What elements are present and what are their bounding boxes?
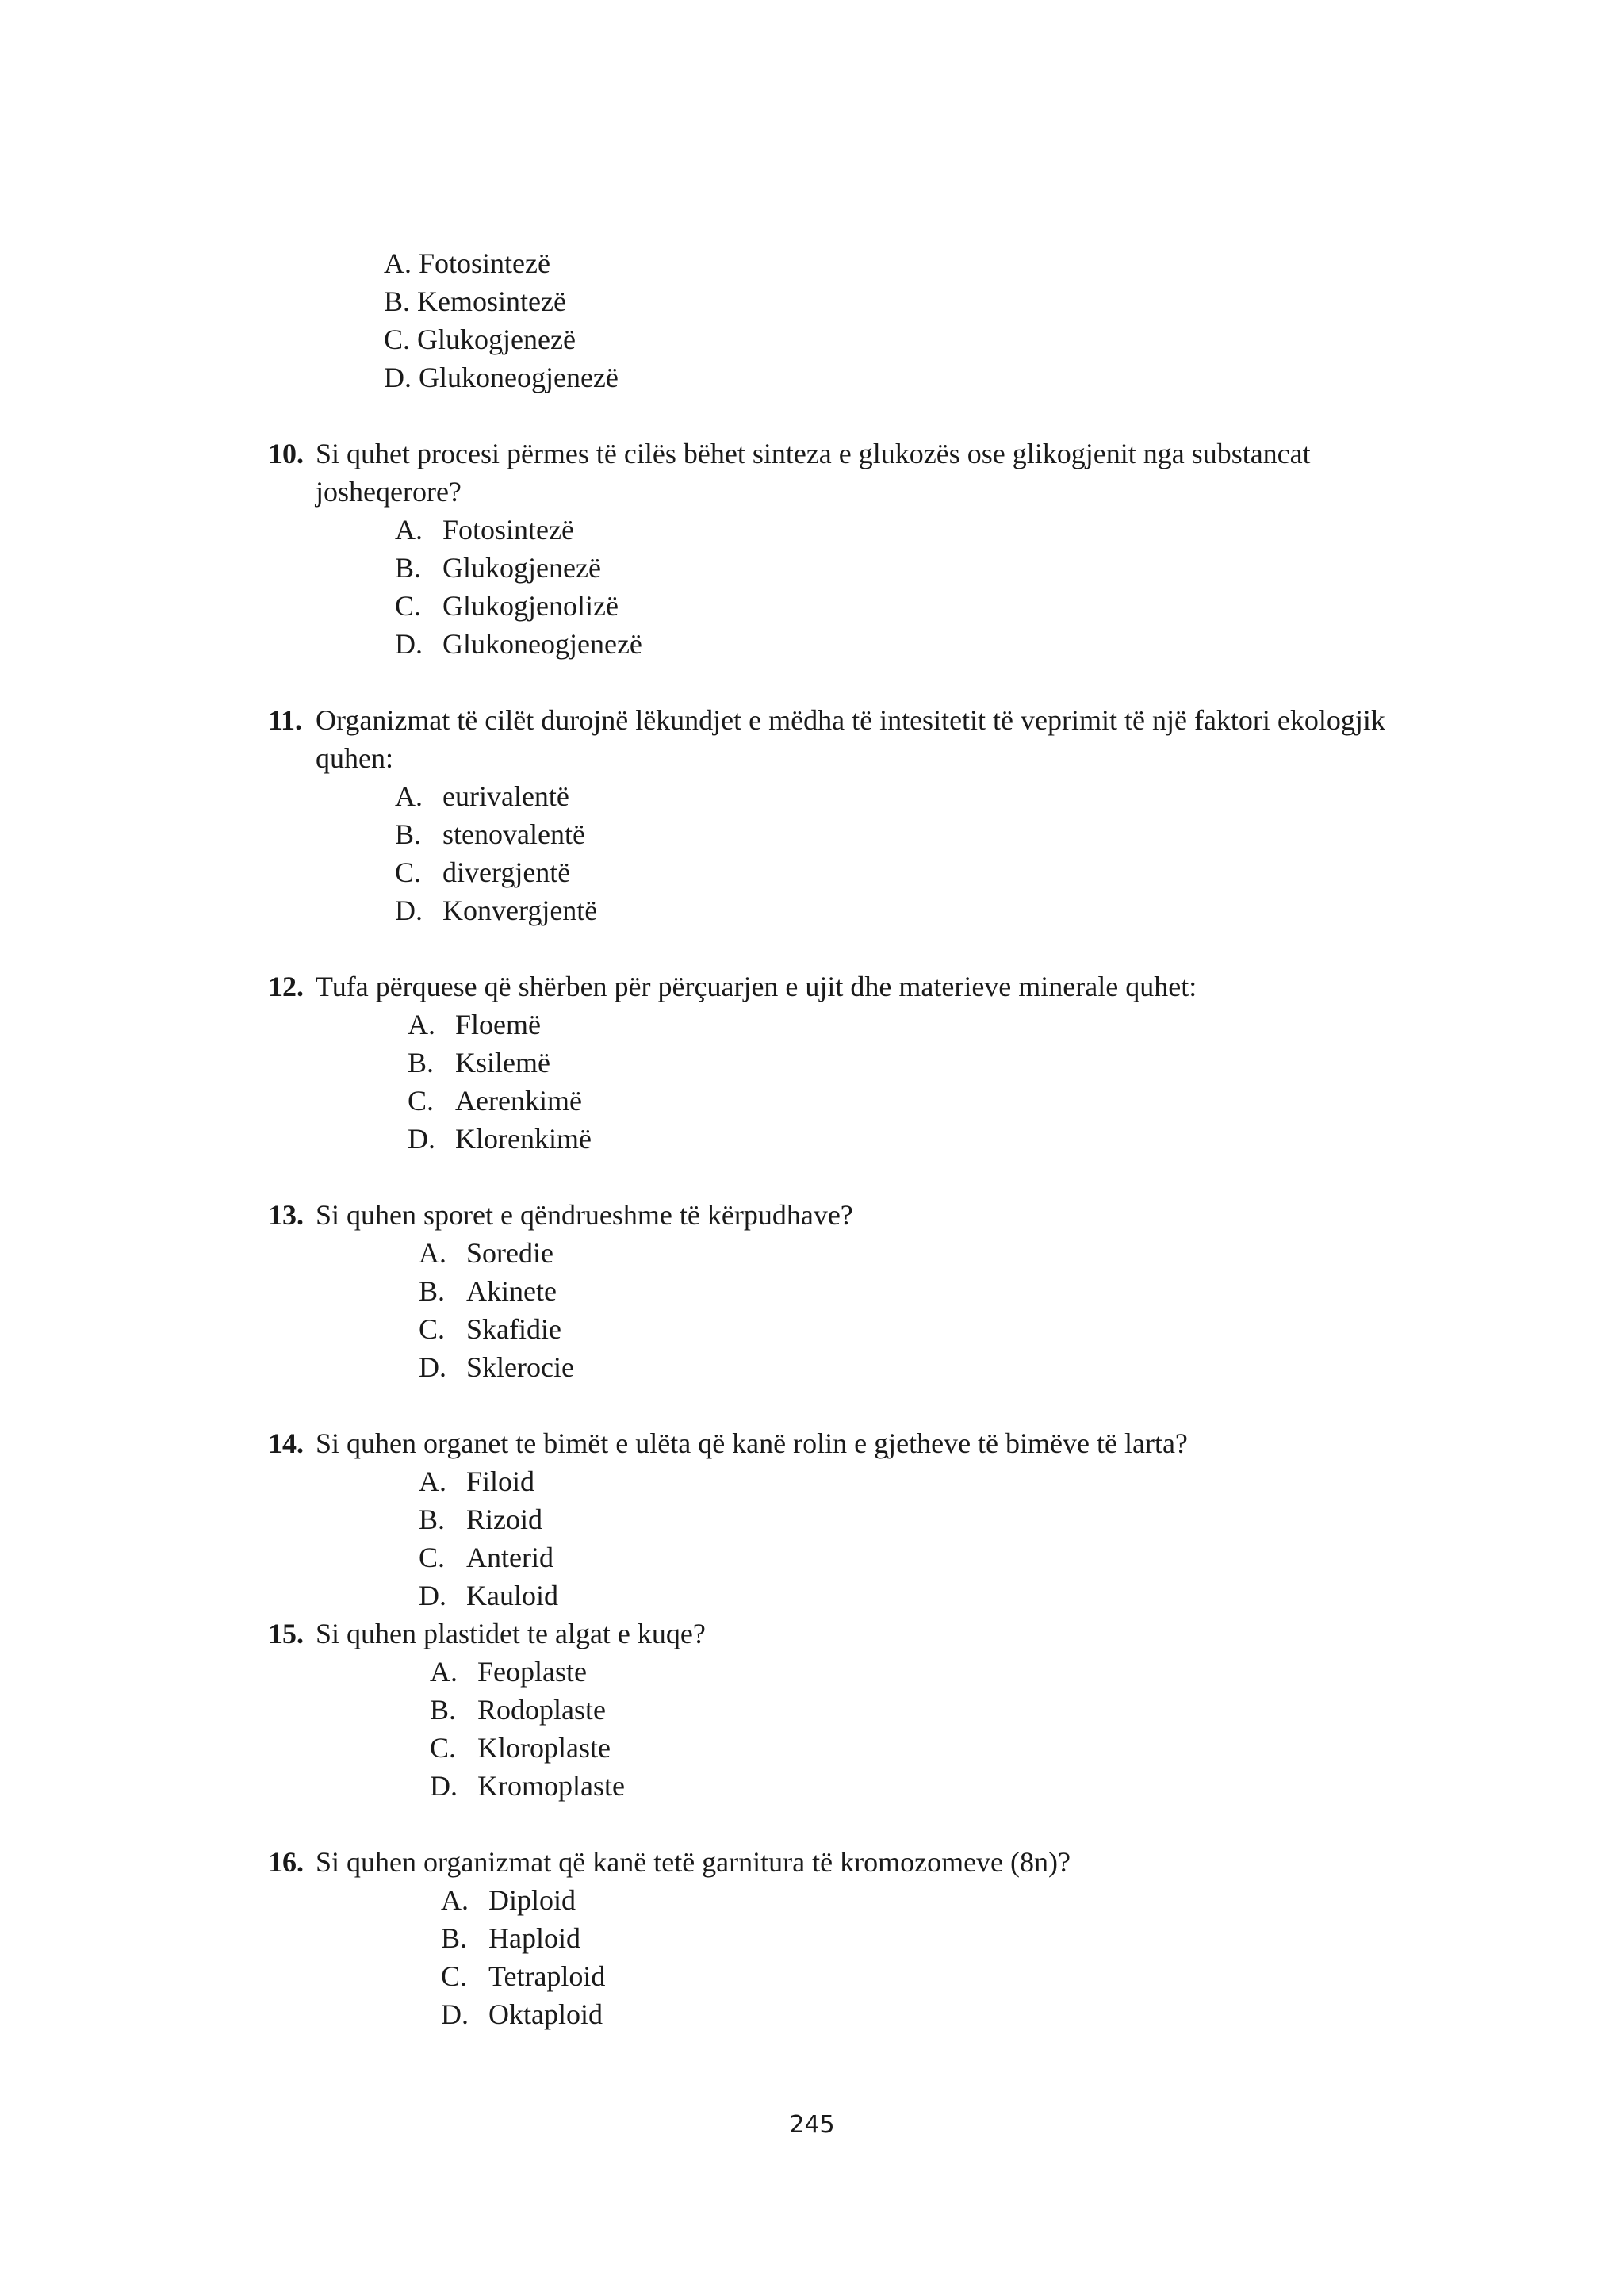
option-letter: A. [419,1237,446,1269]
option-text: Kromoplaste [477,1770,625,1802]
option-letter: B. [419,1275,446,1307]
option-letter: C. [419,1313,446,1345]
question-number: 16. [268,1846,304,1878]
question-number: 14. [268,1427,304,1459]
option-text: Konvergjentë [442,895,598,926]
intro-option-d: D. Glukoneogjenezë [384,362,619,393]
page-number: 245 [789,2111,835,2139]
option-text: Glukogjenezë [442,552,601,584]
option-letter: A. [395,514,423,546]
option-letter: B. [430,1694,457,1726]
option-letter: D. [395,628,423,660]
option-text: Glukoneogjenezë [442,628,642,660]
option-letter: A. [441,1884,469,1916]
option-text: Akinete [466,1275,557,1307]
option-text: divergjentë [442,856,571,888]
option-text: Rizoid [466,1504,542,1535]
question-text-line: Si quhen organet te bimët e ulëta që kanë rolin e gjetheve të bimëve të larta? [316,1427,1188,1459]
option-letter: C. [419,1542,446,1573]
question-text-line: Si quhet procesi përmes të cilës bëhet sinteza e glukozës ose glikogjenit nga substancat [316,438,1311,469]
question-number: 10. [268,438,304,469]
option-text: Glukogjenolizë [442,590,619,622]
option-text: Ksilemë [455,1047,550,1078]
option-letter: B. [395,552,422,584]
option-text: Floemë [455,1009,541,1040]
option-text: Aerenkimë [455,1085,582,1117]
question-text-line: josheqerore? [316,476,462,508]
option-text: Oktaploid [488,1998,603,2030]
question-number: 11. [268,704,303,736]
option-letter: D. [430,1770,458,1802]
option-letter: A. [408,1009,435,1040]
option-letter: D. [408,1123,435,1155]
option-text: Filoid [466,1465,535,1497]
option-letter: C. [408,1085,435,1117]
option-text: Haploid [488,1922,580,1954]
question-text-line: Si quhen sporet e qëndrueshme të kërpudhave? [316,1199,853,1231]
option-letter: A. [395,780,423,812]
option-letter: C. [395,590,422,622]
option-text: Rodoplaste [477,1694,606,1726]
question-text-line: Si quhen organizmat që kanë tetë garnitura të kromozomeve (8n)? [316,1846,1071,1878]
question-text-line: Organizmat të cilët durojnë lëkundjet e mëdha të intesitetit të veprimit të një faktori ekologjik [316,704,1385,736]
option-text: Tetraploid [488,1960,606,1992]
option-text: Anterid [466,1542,553,1573]
option-letter: B. [419,1504,446,1535]
option-text: Skafidie [466,1313,561,1345]
option-letter: D. [419,1580,446,1611]
intro-option-b: B. Kemosintezë [384,285,566,317]
option-text: Feoplaste [477,1656,587,1688]
question-text-line: quhen: [316,742,393,774]
question-number: 15. [268,1618,304,1649]
option-letter: D. [395,895,423,926]
option-letter: A. [430,1656,458,1688]
question-number: 12. [268,971,304,1002]
option-letter: D. [441,1998,469,2030]
question-text-line: Tufa përquese që shërben për përçuarjen e ujit dhe materieve minerale quhet: [316,971,1197,1002]
option-text: Klorenkimë [455,1123,592,1155]
option-text: Kloroplaste [477,1732,611,1764]
option-letter: D. [419,1351,446,1383]
option-letter: C. [430,1732,457,1764]
option-text: eurivalentë [442,780,569,812]
option-letter: C. [395,856,422,888]
option-letter: B. [395,818,422,850]
option-text: Diploid [488,1884,576,1916]
option-letter: B. [408,1047,435,1078]
option-text: Fotosintezë [442,514,574,546]
option-text: Sklerocie [466,1351,574,1383]
intro-option-c: C. Glukogjenezë [384,324,576,355]
option-letter: B. [441,1922,468,1954]
option-letter: C. [441,1960,468,1992]
option-text: stenovalentë [442,818,585,850]
option-letter: A. [419,1465,446,1497]
option-text: Kauloid [466,1580,558,1611]
intro-option-a: A. Fotosintezë [384,247,550,279]
option-text: Soredie [466,1237,553,1269]
question-text-line: Si quhen plastidet te algat e kuqe? [316,1618,706,1649]
question-number: 13. [268,1199,304,1231]
